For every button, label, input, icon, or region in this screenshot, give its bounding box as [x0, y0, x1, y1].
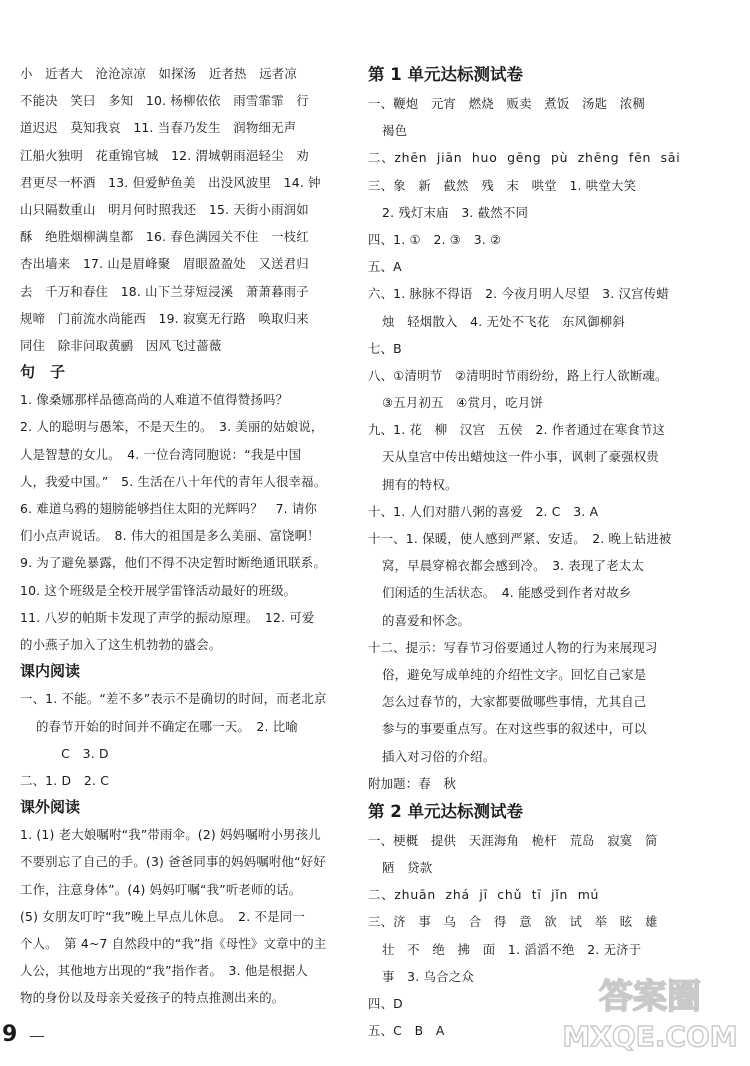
answer-line: 物的身份以及母亲关爱孩子的特点推测出来的。 [20, 990, 285, 1006]
answer-line: 九、1. 花 柳 汉宫 五侯 2. 作者通过在寒食节这 [368, 422, 666, 438]
answer-line: 七、B [368, 340, 402, 356]
answer-line: 9. 为了避免暴露，他们不得不决定暂时断绝通讯联系。 [20, 555, 326, 571]
answer-line: 规啼 门前流水尚能西 19. 寂寞无行路 唤取归来 [20, 310, 309, 326]
answer-line-continued: 烛 轻烟散入 4. 无处不飞花 东风御柳斜 [382, 313, 625, 329]
answer-line: 十二、提示：写春节习俗要通过人物的行为来展现习 [368, 639, 658, 655]
answer-line: 八、①清明节 ②清明时节雨纷纷，路上行人欲断魂。 [368, 367, 668, 383]
answer-line: 同住 除非问取黄鹂 因风飞过蔷薇 [20, 337, 222, 353]
answer-line: 不能决 笑曰 多知 10. 杨柳依依 雨雪霏霏 行 [20, 93, 309, 109]
watermark-top-text: 答案圈 [599, 977, 701, 1017]
answer-line-continued: 俗，避免写成单纯的介绍性文字。回忆自己家是 [382, 666, 647, 682]
answer-line: 6. 难道乌鸦的翅膀能够挡住太阳的光辉吗？ 7. 请你 [20, 501, 318, 516]
unit-test-title: 第 1 单元达标测试卷 [368, 65, 523, 84]
answer-line-continued: 怎么过春节的，大家都要做哪些事情，尤其自己 [382, 694, 647, 710]
answer-line-continued: 窝，早晨穿棉衣都会感到冷。 3. 表现了老太太 [382, 558, 644, 574]
answer-line-continued: 的喜爱和怀念。 [382, 612, 471, 628]
pinyin-answer-line: 二、zhuān zhá jī chǔ tī jǐn mú [368, 887, 600, 903]
answer-line-continued: 的春节开始的时间并不确定在哪一天。 2. 比喻 [36, 718, 298, 734]
answer-line: 杏出墙来 17. 山是眉峰聚 眉眼盈盈处 又送君归 [20, 256, 309, 272]
answer-line-continued: 们闲适的生活状态。 4. 能感受到作者对故乡 [382, 585, 632, 601]
answer-line: 十、1. 人们对腊八粥的喜爱 2. C 3. A [368, 503, 599, 519]
answer-line: 1. (1) 老大娘嘱咐“我”带雨伞。(2) 妈妈嘱咐小男孩儿 [20, 827, 321, 843]
answer-line: 个人。 第 4~7 自然段中的“我”指《母性》文章中的主 [20, 936, 327, 951]
answer-line: 道迟迟 莫知我哀 11. 当春乃发生 润物细无声 [20, 120, 297, 136]
right-column [368, 60, 734, 1044]
answer-line: 人，我爱中国。” 5. 生活在八十年代的青年人很幸福。 [20, 473, 327, 489]
answer-line-continued: 天从皇宫中传出蜡烛这一件小事，讽刺了豪强权贵 [382, 449, 659, 465]
answer-line: 工作，注意身体”。(4) 妈妈叮嘱“我”听老师的话。 [20, 881, 302, 897]
answer-line: 11. 八岁的帕斯卡发现了声学的振动原理。 12. 可爱 [20, 609, 315, 625]
answer-line-continued: 插入对习俗的介绍。 [382, 748, 496, 764]
section-heading: 句 子 [20, 363, 66, 382]
answer-line-continued: 褐色 [382, 123, 408, 139]
answer-line: 10. 这个班级是全校开展学雷锋活动最好的班级。 [20, 582, 297, 598]
answer-line: 附加题：春 秋 [368, 775, 457, 791]
answer-line: 人是智慧的女儿。 4. 一位台湾同胞说：“我是中国 [20, 446, 302, 462]
answer-line-continued: 壮 不 绝 拂 面 1. 滔滔不绝 2. 无济于 [382, 941, 642, 957]
answer-line-continued: 事 3. 乌合之众 [382, 968, 474, 984]
answer-line: 的小燕子加入了这生机勃勃的盛会。 [20, 636, 222, 652]
answer-line: 江船火独明 花重锦官城 12. 渭城朝雨浥轻尘 劝 [20, 147, 309, 163]
answer-line-continued: 陋 贷款 [382, 860, 433, 876]
answer-line: 三、济 事 乌 合 得 意 欲 试 举 眩 雄 [368, 914, 658, 930]
answer-line: 们小点声说话。 8. 伟大的祖国是多么美丽、富饶啊！ [20, 528, 320, 544]
answer-line-continued: 拥有的特权。 [382, 476, 458, 492]
left-column [20, 60, 340, 1012]
answer-line: 十一、1. 保暖，使人感到严紧、安适。 2. 晚上钻进被 [368, 531, 672, 546]
answer-line: 一、1. 不能。“差不多”表示不是确切的时间，而老北京 [20, 691, 327, 707]
answer-line: 去 千万和春住 18. 山下兰芽短浸溪 萧萧暮雨子 [20, 283, 309, 299]
answer-line: 四、D [368, 996, 403, 1011]
page-number-rule [30, 1036, 44, 1037]
answer-line: 酥 绝胜烟柳满皇都 16. 春色满园关不住 一枝红 [20, 229, 309, 245]
section-heading: 课外阅读 [20, 798, 81, 817]
answer-line-continued: 2. 残灯末庙 3. 截然不同 [382, 204, 529, 220]
answer-line: 2. 人的聪明与愚笨，不是天生的。 3. 美丽的姑娘说， [20, 419, 324, 435]
page-number: 9 [2, 1022, 18, 1047]
answer-line: (5) 女朋友叮咛“我”晚上早点儿休息。 2. 不是同一 [20, 908, 305, 924]
answer-line: 六、1. 脉脉不得语 2. 今夜月明人尽望 3. 汉宫传蜡 [368, 286, 669, 302]
answer-line-continued: C 3. D [36, 745, 109, 761]
answer-line: 五、C B A [368, 1023, 445, 1039]
answer-line: 三、象 新 截然 残 末 哄堂 1. 哄堂大笑 [368, 177, 637, 193]
answer-line-continued: 参与的事要重点写。在对这些事的叙述中，可以 [382, 721, 647, 737]
answer-line: 一、梗概 提供 天涯海角 桅杆 荒岛 寂寞 简 [368, 832, 658, 848]
pinyin-answer-line: 二、zhēn jiān huo gēng pù zhēng fēn sāi [368, 150, 681, 166]
answer-line: 君更尽一杯酒 13. 但爱鲈鱼美 出没风波里 14. 钟 [20, 174, 321, 190]
answer-line: 小 近者大 沧沧凉凉 如探汤 近者热 远者凉 [20, 66, 297, 81]
answer-line: 1. 像桑娜那样品德高尚的人难道不值得赞扬吗？ [20, 392, 289, 408]
answer-line: 五、A [368, 259, 402, 275]
unit-test-title: 第 2 单元达标测试卷 [368, 801, 523, 821]
watermark-logo [558, 968, 738, 1058]
watermark-bottom-text: MXQE.COM [562, 1020, 738, 1053]
answer-line: 二、1. D 2. C [20, 772, 110, 788]
answer-line: 山只隔数重山 明月何时照我还 15. 天街小雨润如 [20, 201, 309, 217]
answer-line: 不要别忘了自己的手。(3) 爸爸同事的妈妈嘱咐他“好好 [20, 854, 326, 870]
answer-line-continued: ③五月初五 ④赏月，吃月饼 [382, 395, 544, 411]
answer-line: 四、1. ① 2. ③ 3. ② [368, 231, 502, 247]
answer-line: 人公，其他地方出现的“我”指作者。 3. 他是根据人 [20, 963, 308, 979]
answer-line: 一、鞭炮 元宵 燃烧 贩卖 煮饭 汤匙 浓稠 [368, 96, 645, 111]
section-heading: 课内阅读 [20, 662, 81, 681]
